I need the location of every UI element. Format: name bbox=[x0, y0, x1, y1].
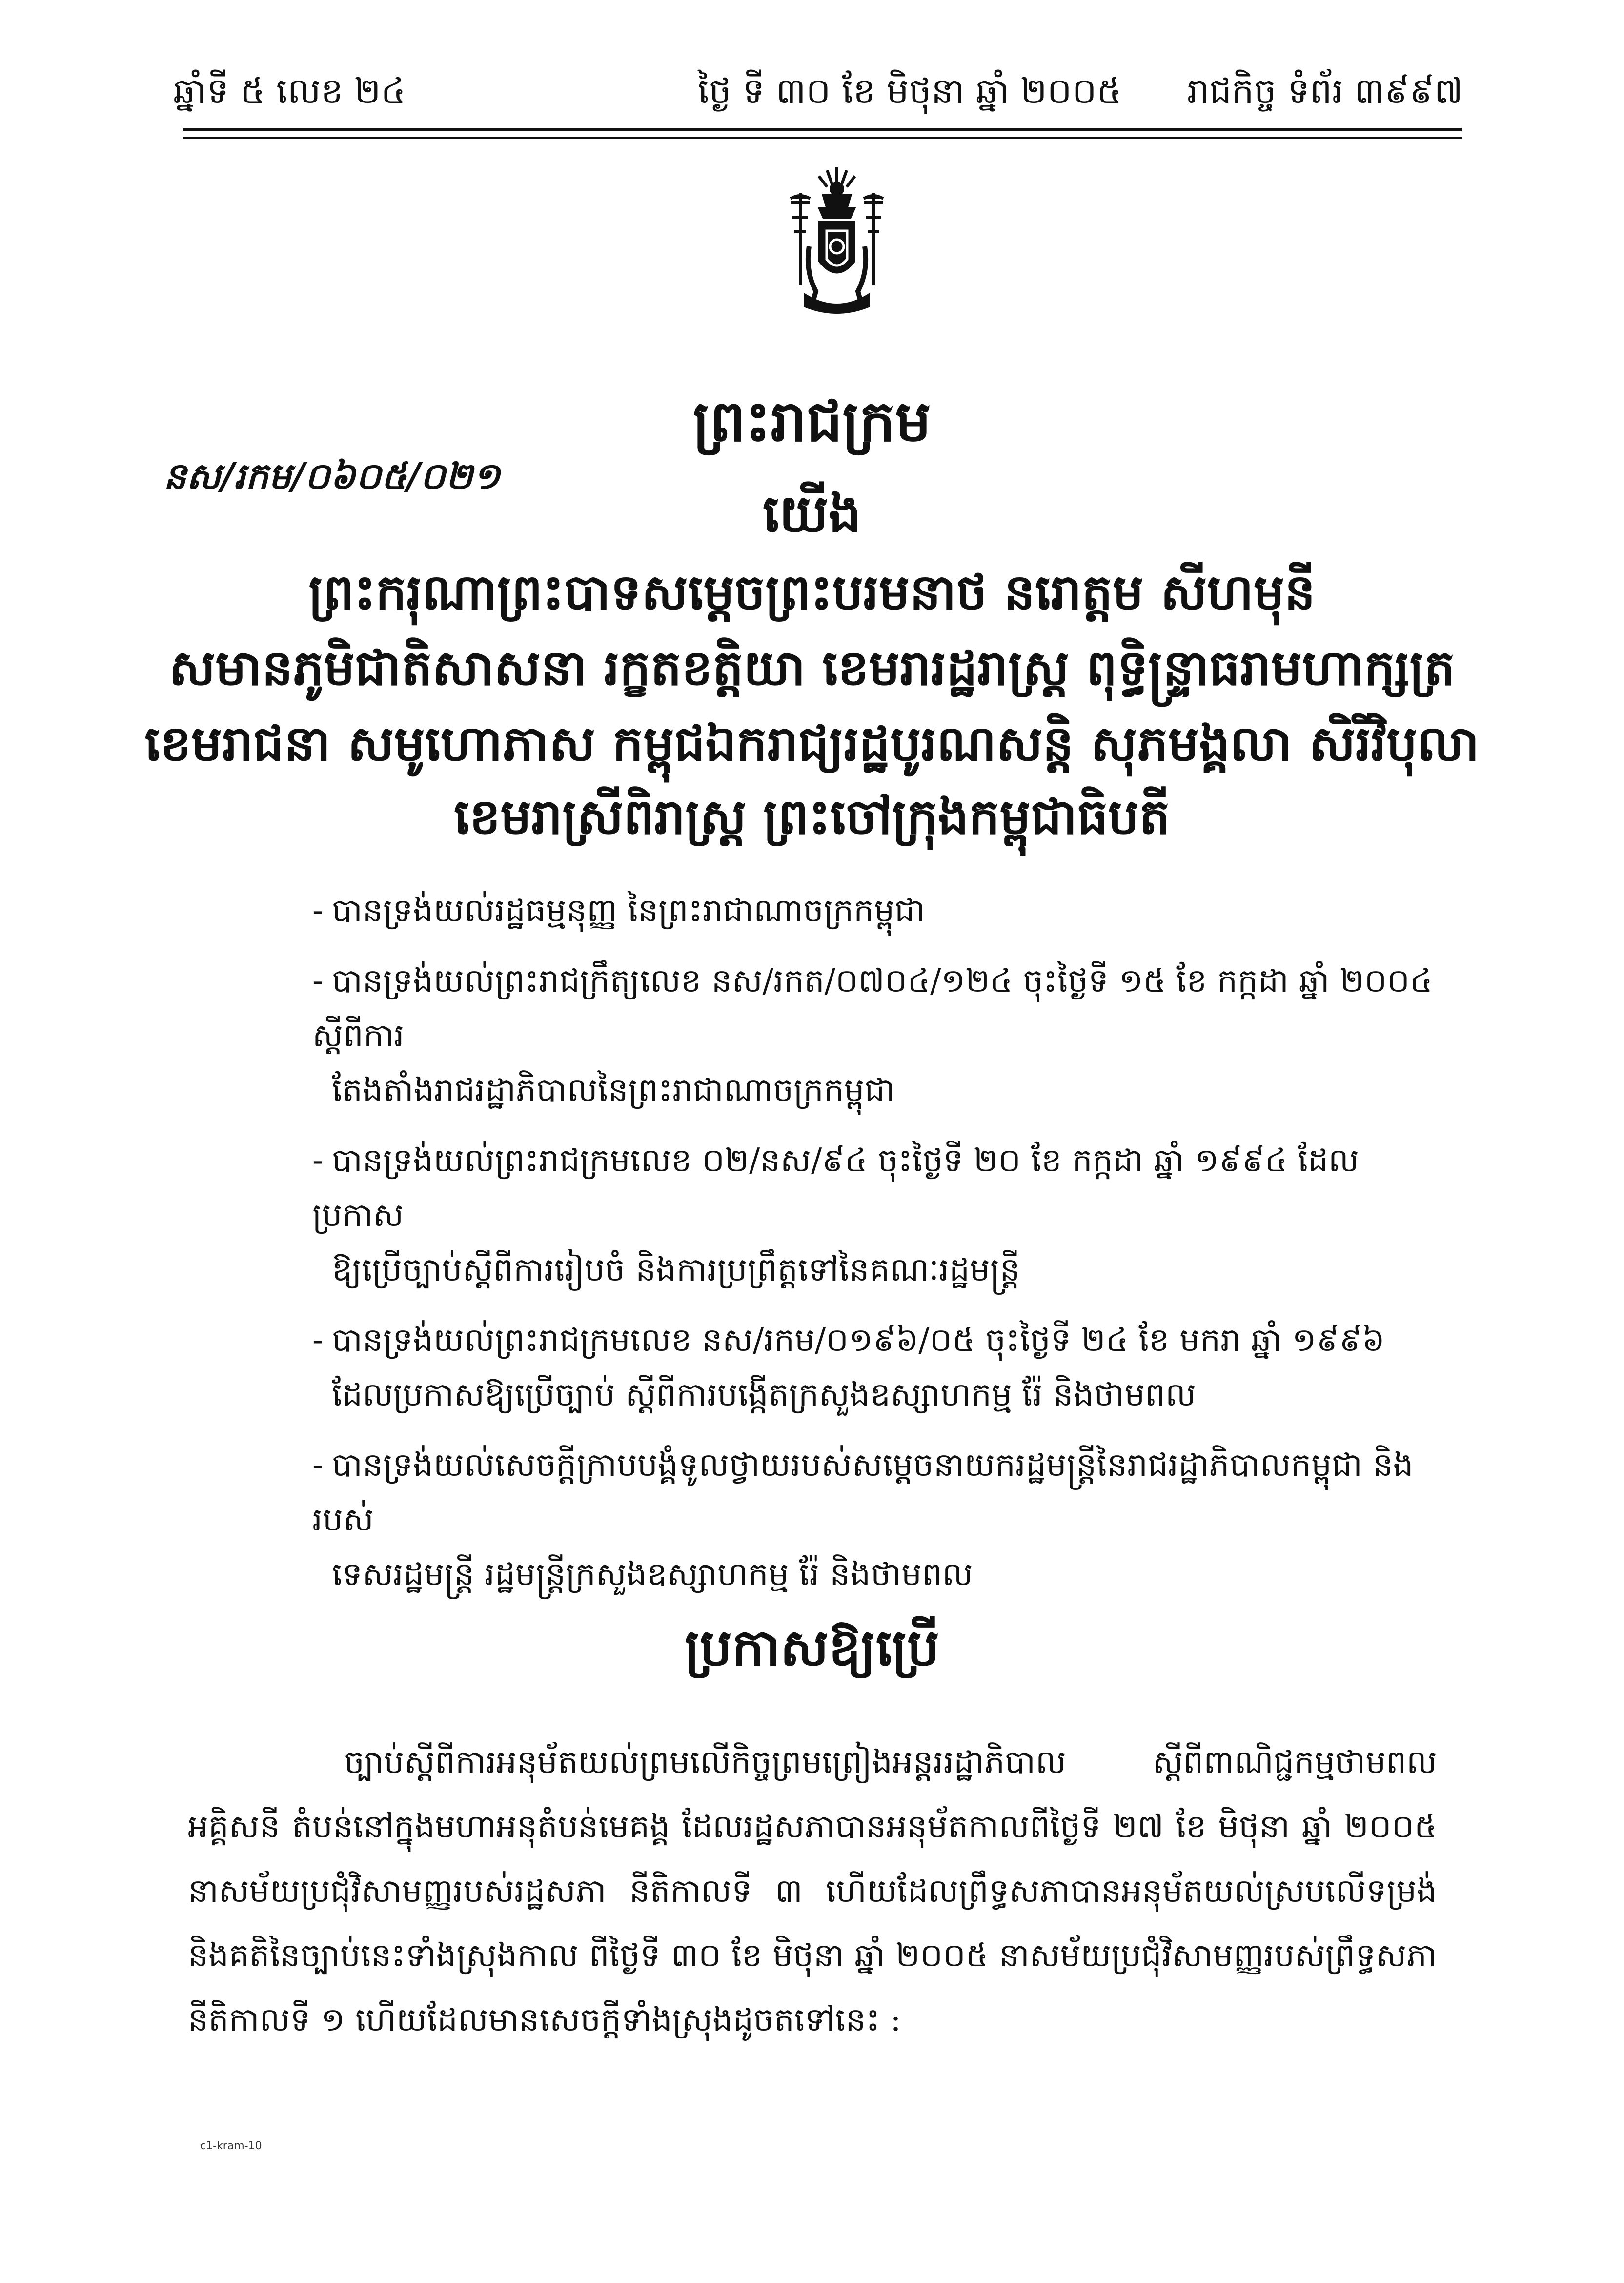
decree-title: ព្រះរាជក្រម bbox=[692, 388, 932, 454]
consideration-item: - បានទ្រង់យល់សេចក្តីក្រាបបង្គំទូលថ្វាយរបស់សម្តេចនាយករដ្ឋមន្ត្រីនៃរាជរដ្ឋាភិបាលកម្ពុជា និងរបស់ ទេសរដ្ឋមន្ត្រី រដ្ឋមន្ត្រីក្រសួងឧស្សាហកម្ម រ៉ែ និងថាមពល bbox=[312, 1438, 1444, 1602]
consideration-text: បានទ្រង់យល់រដ្ឋធម្មនុញ្ញ នៃព្រះរាជាណាចក្រកម្ពុជា bbox=[332, 892, 925, 929]
consideration-text-continued: ឱ្យប្រើច្បាប់ស្តីពីការរៀបចំ និងការប្រព្រឹត្តទៅនៃគណៈរដ្ឋមន្ត្រី bbox=[332, 1251, 1020, 1288]
we-heading: យើង bbox=[763, 483, 861, 544]
consideration-item: - បានទ្រង់យល់ព្រះរាជក្រឹត្យលេខ នស/រកត/០៧០៤/១២៤ ចុះថ្ងៃទី ១៥ ខែ កក្កដា ឆ្នាំ ២០០៤ ស្តីពីការ តែងតាំងរាជរដ្ឋាភិបាលនៃព្រះរាជាណាចក្រកម្ពុជា bbox=[312, 954, 1444, 1118]
royal-title-line: ខេមរាជនា សមូហោភាស កម្ពុជឯករាជ្យរដ្ឋបូរណសន្តិ សុភមង្គលា សិរីវិបុលា bbox=[144, 714, 1480, 772]
promulgate-heading: ប្រកាសឱ្យប្រើ bbox=[684, 1617, 940, 1677]
header-volume-number: ឆ្នាំទី ៥ លេខ ២៤ bbox=[173, 70, 406, 111]
royal-coat-of-arms-icon bbox=[771, 163, 903, 320]
consideration-text-continued: តែងតាំងរាជរដ្ឋាភិបាលនៃព្រះរាជាណាចក្រកម្ពុជា bbox=[332, 1071, 895, 1109]
royal-title-line: ខេមរាស្រីពិរាស្ត្រ ព្រះចៅក្រុងកម្ពុជាធិបតី bbox=[454, 788, 1170, 845]
considerations-list bbox=[312, 883, 1444, 1617]
consideration-item: - បានទ្រង់យល់ព្រះរាជក្រមលេខ ០២/នស/៩៤ ចុះថ្ងៃទី ២០ ខែ កក្កដា ឆ្នាំ ១៩៩៤ ដែលប្រកាស ឱ្យប្រើច្បាប់ស្តីពីការរៀបចំ និងការប្រព្រឹត្តទៅនៃគណៈរដ្ឋមន្ត្រី bbox=[312, 1133, 1444, 1297]
royal-title-line: សមានភូមិជាតិសាសនា រក្ខតខត្តិយា ខេមរារដ្ឋរាស្ត្រ ពុទ្ធិន្ទ្រាធរាមហាក្សត្រ bbox=[169, 639, 1455, 696]
consideration-text-continued: ដែលប្រកាសឱ្យប្រើច្បាប់ ស្តីពីការបង្កើតក្រសួងឧស្សាហកម្ម រ៉ែ និងថាមពល bbox=[332, 1376, 1196, 1413]
footer-document-code: c1-kram-10 bbox=[200, 2140, 262, 2152]
decree-reference-number: នស/រកម/០៦០៥/០២១ bbox=[163, 455, 500, 497]
royal-title-line: ព្រះករុណាព្រះបាទសម្តេចព្រះបរមនាថ នរោត្តម សីហមុនី bbox=[308, 563, 1316, 621]
consideration-text: បានទ្រង់យល់ព្រះរាជក្រមលេខ នស/រកម/០១៩៦/០៥ ចុះថ្ងៃទី ២៤ ខែ មករា ឆ្នាំ ១៩៩៦ bbox=[332, 1321, 1385, 1359]
header-rule-thin bbox=[183, 137, 1462, 139]
consideration-text-continued: ទេសរដ្ឋមន្ត្រី រដ្ឋមន្ត្រីក្រសួងឧស្សាហកម្ម រ៉ែ និងថាមពល bbox=[332, 1555, 973, 1593]
consideration-text: បានទ្រង់យល់ព្រះរាជក្រមលេខ ០២/នស/៩៤ ចុះថ្ងៃទី ២០ ខែ កក្កដា ឆ្នាំ ១៩៩៤ ដែលប្រកាស bbox=[312, 1142, 1359, 1234]
body-paragraph-text: ច្បាប់ស្តីពីការអនុម័តយល់ព្រមលើកិច្ចព្រមព្រៀងអន្តររដ្ឋាភិបាល ស្តីពីពាណិជ្ជកម្មថាមពលអគ្គិសនី តំបន់នៅក្នុងមហាអនុតំបន់មេគង្គ ដែលរដ្ឋសភាបានអនុម័តកាលពីថ្ងៃទី ២៧ ខែ មិថុនា ឆ្នាំ ២០០៥ នាសម័យប្រជុំវិសាមញ្ញរបស់រដ្ឋសភា នីតិកាលទី ៣ ហើយដែលព្រឹទ្ធសភាបានអនុម័តយល់ស្របលើទម្រង់ និងគតិនៃច្បាប់នេះទាំងស្រុងកាល ពីថ្ងៃទី ៣០ ខែ មិថុនា ឆ្នាំ ២០០៥ នាសម័យប្រជុំវិសាមញ្ញរបស់ព្រឹទ្ធសភា នីតិកាលទី ១ ហើយដែលមានសេចក្តីទាំងស្រុងដូចតទៅនេះ : bbox=[188, 1743, 1437, 2038]
header-gazette-page: រាជកិច្ច ទំព័រ ៣៩៩៧ bbox=[1187, 70, 1463, 111]
consideration-text: បានទ្រង់យល់សេចក្តីក្រាបបង្គំទូលថ្វាយរបស់សម្តេចនាយករដ្ឋមន្ត្រីនៃរាជរដ្ឋាភិបាលកម្ពុជា និងរបស់ bbox=[312, 1446, 1414, 1538]
consideration-text: បានទ្រង់យល់ព្រះរាជក្រឹត្យលេខ នស/រកត/០៧០៤/១២៤ ចុះថ្ងៃទី ១៥ ខែ កក្កដា ឆ្នាំ ២០០៤ ស្តីពីការ bbox=[312, 962, 1433, 1054]
header-date: ថ្ងៃ ទី ៣០ ខែ មិថុនា ឆ្នាំ ២០០៥ bbox=[698, 70, 1122, 111]
body-paragraph bbox=[188, 1730, 1437, 2052]
consideration-item: - បានទ្រង់យល់ព្រះរាជក្រមលេខ នស/រកម/០១៩៦/០៥ ចុះថ្ងៃទី ២៤ ខែ មករា ឆ្នាំ ១៩៩៦ ដែលប្រកាសឱ្យប្រើច្បាប់ ស្តីពីការបង្កើតក្រសួងឧស្សាហកម្ម រ៉ែ និងថាមពល bbox=[312, 1313, 1444, 1422]
header-rule-thick bbox=[183, 128, 1462, 131]
consideration-item: - បានទ្រង់យល់រដ្ឋធម្មនុញ្ញ នៃព្រះរាជាណាចក្រកម្ពុជា bbox=[312, 892, 925, 929]
